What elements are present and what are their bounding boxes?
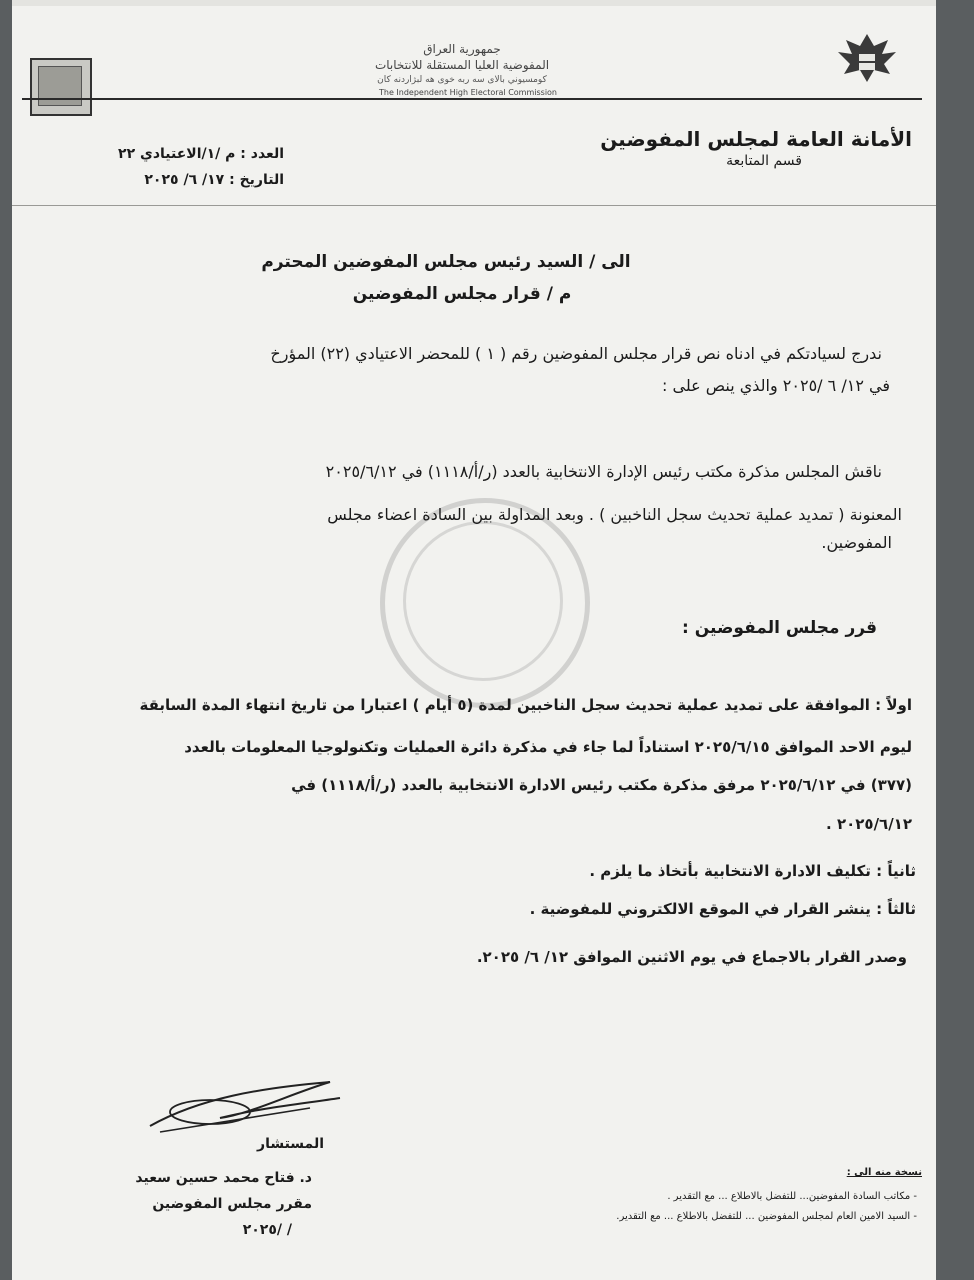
subject-line: م / قرار مجلس المفوضين <box>352 284 572 304</box>
intro-paragraph-line2: في ١٢/ ٦ /٢٠٢٥ والذي ينص على : <box>662 376 890 395</box>
resolution-first-line3: (٣٧٧) في ٢٠٢٥/٦/١٢ مرفق مذكرة مكتب رئيس الادارة الانتخابية بالعدد (ر/أ/١١١٨) في <box>291 776 912 794</box>
resolution-heading: قرر مجلس المفوضين : <box>682 618 877 638</box>
commission-name-ar-line1: جمهورية العراق <box>423 42 501 56</box>
document-number: العدد : م /١/الاعتيادي ٢٢ <box>118 146 284 162</box>
header-divider <box>22 98 922 100</box>
copies-item-2: - السيد الامين العام لمجلس المفوضين ... للتفضل بالاطلاع ... مع التقدير. <box>616 1211 917 1222</box>
document-page <box>12 0 936 1280</box>
copies-item-1: - مكاتب السادة المفوضين... للتفضل بالاطلاع ... مع التقدير . <box>667 1191 917 1202</box>
discussion-paragraph-line3: المفوضين. <box>821 533 892 552</box>
header-divider-2 <box>12 205 936 206</box>
resolution-first-line2: ليوم الاحد الموافق ٢٠٢٥/٦/١٥ استناداً لما جاء في مذكرة دائرة العمليات وتكنولوجيا المعلومات بالعدد <box>184 738 912 756</box>
resolution-third: ثالثاً : ينشر القرار في الموقع الالكتروني للمفوضية . <box>529 900 916 918</box>
discussion-paragraph-line2: المعنونة ( تمديد عملية تحديث سجل الناخبين ) . وبعد المداولة بين السادة اعضاء مجلس <box>327 505 902 524</box>
official-seal-stamp <box>380 498 590 708</box>
signatory-title: المستشار <box>257 1136 324 1152</box>
department-name: قسم المتابعة <box>726 153 802 169</box>
commission-name-en: The Independent High Electoral Commission <box>379 88 557 97</box>
issuance-statement: وصدر القرار بالاجماع في يوم الاثنين الموافق ١٢/ ٦/ ٢٠٢٥. <box>476 948 907 966</box>
discussion-paragraph-line1: ناقش المجلس مذكرة مكتب رئيس الإدارة الانتخابية بالعدد (ر/أ/١١١٨) في ٢٠٢٥/٦/١٢ <box>325 462 882 481</box>
commission-name-ar-line2: المفوضية العليا المستقلة للانتخابات <box>374 58 550 72</box>
copies-heading: نسخة منه الى : <box>846 1167 922 1178</box>
secretariat-title: الأمانة العامة لمجلس المفوضين <box>600 127 912 151</box>
commission-logo-icon <box>30 58 92 116</box>
addressee: الى / السيد رئيس مجلس المفوضين المحترم <box>261 252 631 272</box>
signatory-role: مقرر مجلس المفوضين <box>152 1196 312 1212</box>
document-date: التاريخ : ١٧/ ٦/ ٢٠٢٥ <box>144 172 284 188</box>
top-edge <box>12 0 936 6</box>
resolution-second: ثانياً : تكليف الادارة الانتخابية بأتخاذ ما يلزم . <box>589 862 916 880</box>
iraq-eagle-emblem-icon <box>830 30 904 86</box>
resolution-first-line4: ٢٠٢٥/٦/١٢ . <box>826 815 912 833</box>
signature-date: / /٢٠٢٥ <box>242 1222 292 1238</box>
commission-name-ku: كومسيوني بالاى سه ربه خوى هه لبژاردنه كان <box>377 75 547 85</box>
signatory-name: د. فتاح محمد حسين سعيد <box>135 1170 312 1186</box>
intro-paragraph-line1: ندرج لسيادتكم في ادناه نص قرار مجلس المفوضين رقم ( ١ ) للمحضر الاعتيادي (٢٢) المؤرخ <box>270 344 882 363</box>
resolution-first-line1: اولاً : الموافقة على تمديد عملية تحديث سجل الناخبين لمدة (٥ أيام ) اعتبارا من تاريخ انتهاء المدة السابقة <box>139 696 912 714</box>
